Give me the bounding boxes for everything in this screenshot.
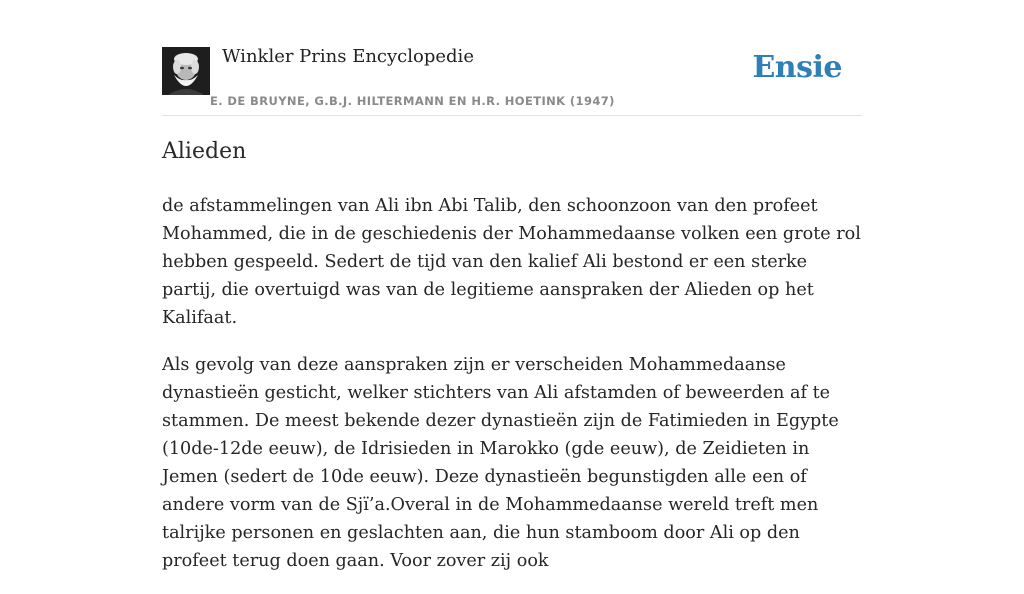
paragraph: Als gevolg van deze aanspraken zijn er verscheiden Mohammedaanse dynastieën gesticht, welker stichters van Ali afstamden of beweerden af te stammen. De meest bekende dezer dynastieën zijn de Fatimieden in Egypte (10de-12de eeuw), de Idrisieden in Marokko (gde eeuw), de Zeidieten in Jemen (sedert de 10de eeuw). Deze dynastieën begunstigden alle een of andere vorm van de Sjï’a.Overal in de Mohammedaanse wereld treft men talrijke personen en geslachten aan, die hun stamboom door Ali op den profeet terug doen gaan. Voor zover zij ook <box>162 355 839 571</box>
article-body <box>162 192 864 594</box>
authors-line: E. DE BRUYNE, G.B.J. HILTERMANN EN H.R. HOETINK (1947) <box>210 94 615 108</box>
book-title[interactable]: Winkler Prins Encyclopedie <box>222 46 474 67</box>
source-header <box>162 44 862 116</box>
article-title: Alieden <box>162 139 247 164</box>
author-portrait-icon <box>162 47 210 95</box>
paragraph: de afstammelingen van Ali ibn Abi Talib, den schoonzoon van den profeet Mohammed, die in de geschiedenis der Mohammedaanse volken een grote rol hebben gespeeld. Sedert de tijd van den kalief Ali bestond er een sterke partij, die overtuigd was van de legitieme aanspraken der Alieden op het Kalifaat. <box>162 196 861 328</box>
brand-logo[interactable]: Ensie <box>752 50 842 85</box>
author-avatar[interactable] <box>162 47 210 95</box>
